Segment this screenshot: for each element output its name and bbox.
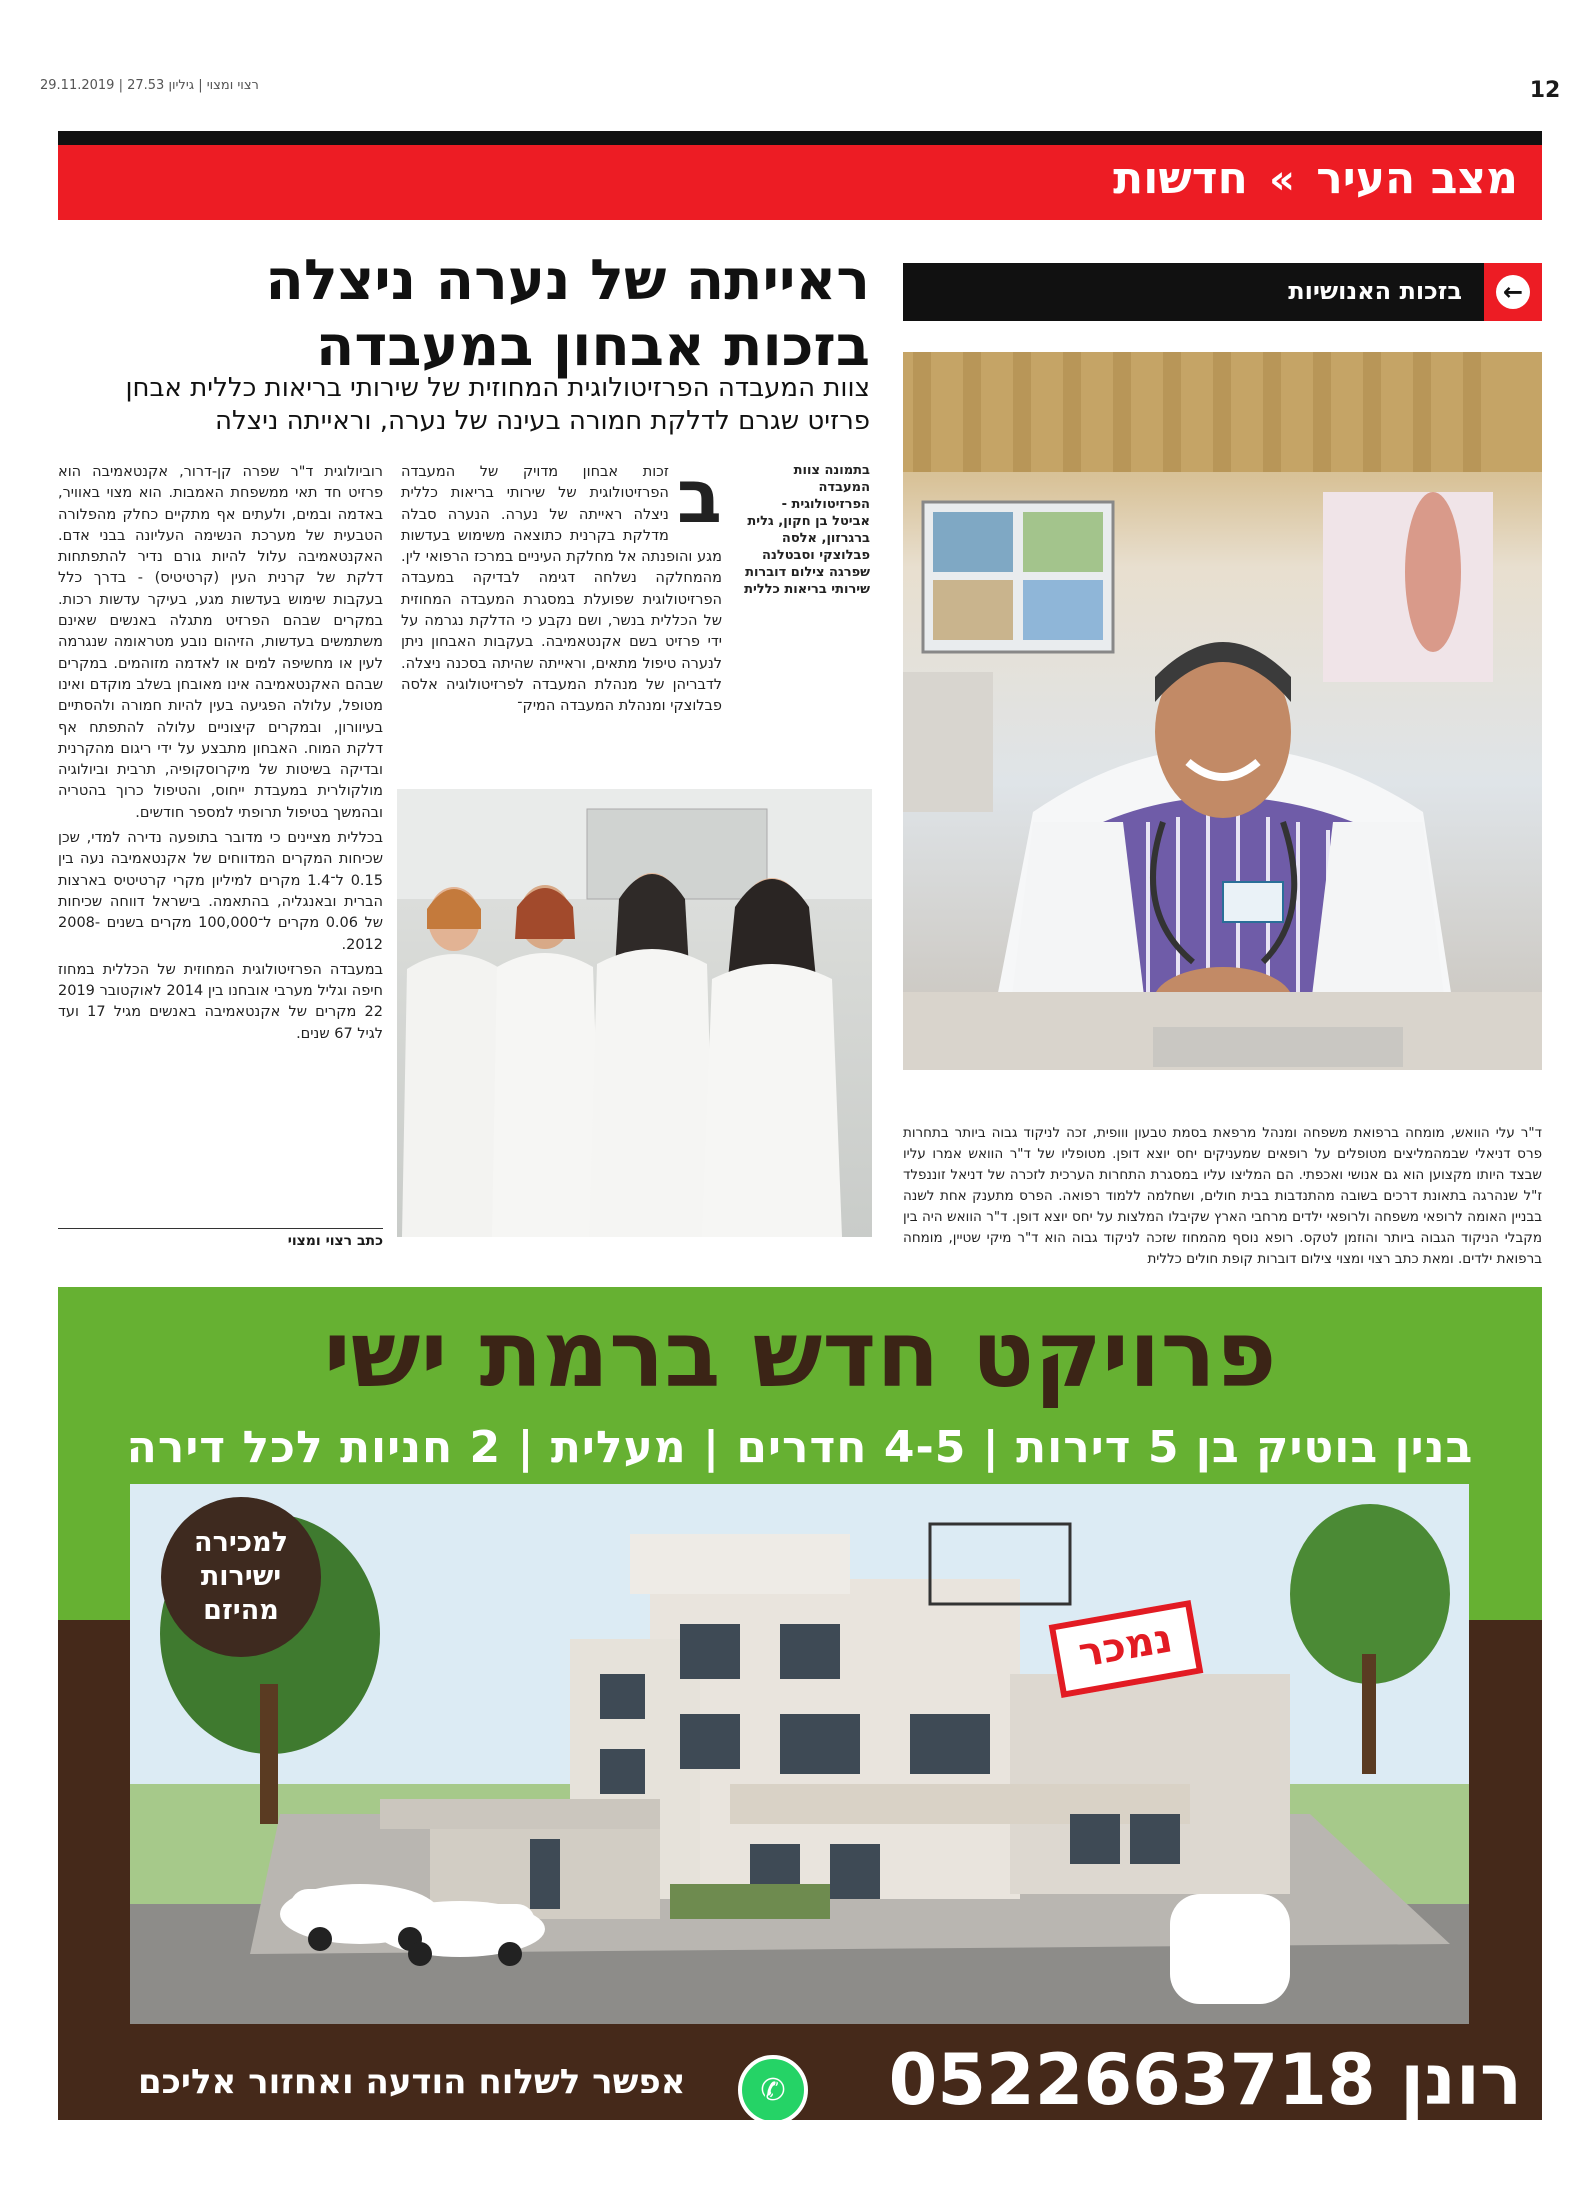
banner-section-a: מצב העיר: [1316, 153, 1518, 204]
building-render: [130, 1484, 1469, 2024]
ad-phone-number[interactable]: רונן 0522663718: [888, 2039, 1522, 2120]
chevron-icon: »: [1269, 157, 1295, 203]
badge-line-1: למכירה: [194, 1527, 288, 1558]
article-paragraph: במעבדה הפרזיטולוגית המחוזית של הכללית במחוז חיפה וגליל מערבי אובחנו בין 2014 לאוקטובר 2019 22 מקרים של אקנטאמיבה באנשים מגיל 17 ועד לגיל 67 שנים.: [58, 961, 383, 1042]
article-column-1-text: זכות אבחון מדויק של המעבדה הפרזיטולוגית של שירותי בריאות כללית ניצלה ראייתה של נערה. הנערה סבלה מדלקת בקרנית כתוצאה משימוש בעדשות מגע והופנתה אל מחלקת העיניים במרכז הרפואי לין. מהמחלקה נשלחה דגימה לבדיקה במעבדה הפרזיטולוגית שפועלת במסגרת המעבדה המחוזית של הכללית בנשר, ושם נקבע כי הדלקת נגרמה על ידי פרזיט בשם אקנטאמיבה. בעקבות האבחון ניתן לנערה טיפול מתאים, וראייתה שהיתה בסכנה ניצלה. לדבריהן של מנהלת המעבדה לפרזיטולוגיה אלסה פבלוצקי ומנהלת המעבדה המיק־: [401, 464, 722, 715]
humanity-section-title: בזכות האנושיות: [1288, 277, 1462, 305]
ad-subtitle: בנין בוטיק בן 5 דירות | 4-5 חדרים | מעלית | 2 חניות לכל דירה: [126, 1422, 1474, 1473]
arrow-left-icon: ←: [1496, 275, 1530, 309]
badge-line-2: ישירות: [200, 1561, 282, 1592]
dropcap: ב: [676, 454, 722, 540]
article-paragraph: רוביולוגית ד"ר שפרה קן-דרור, אקנטאמיבה הוא פרזיט חד תאי ממשפחת האמבות. הוא מצוי באוויר, באדמה ובמים, ולעתים אף מתקיים כחלק מהפלורה הטבעית של מערכת הנשימה העליונה בבני אדם. האקנטאמיבה עלול להיות גורם נדיר להתפתחות דלקת של קרנית העין (קרטיטיס) - בדרך כלל בעקבות שימוש בעדשות מגע, בעיקר עדשות רכות. במקרים שבהם הפרזיט מתגלה באנשים שאינם משתמשים בעדשות, הזיהום נובע מטראומה שנגרמה לעין או מחשיפה למים או לאדמה מזוהמים. במקרים שבהם האקנטאמיבה אינו מאובחן בשלב מוקדם ואינו מטופל, עלולה הפגיעה בעין להיות חמורה ולהסתיים בעיוורון, ובמקרים קיצוניים עלולה להתפתח אף דלקת המוח. האבחון מתבצע על ידי ריגום מהקרנית ובדיקה בשיטות של מיקרוסקופיה, תרבית וביולוגיה מולקולרית במעבדת ייחוס, והטיפול כרוך בהטריה ובהמשך בטיפול תרופתי למספר חודשים.: [58, 464, 383, 821]
article-paragraph: בכללית מציינים כי מדובר בתופעה נדירה למדי, שכן שכיחות המקרים המדווחים של אקנטאמיבה נעה בין 0.15 ל־1.4 מקרים למיליון מקרי קרטיטיס בארצות הברית ובאנגליה, בהתאמה. בישראל דווחה שכיחות של 0.06 מקרים ל־100,000 מקרים בשנים 2008-2012.: [58, 830, 383, 953]
lab-photo-caption: בתמונה צוות המעבדה הפרזיטולוגית - אביטל בן חקון, גלית ברגרזון, אלסה פבלוצקי וסבטלנה שפרגה צילום דוברות שירותי בריאות כללית: [744, 463, 870, 597]
whatsapp-text: אפשר לשלוח הודעה ואחזור אליכם: [138, 2062, 686, 2102]
arrow-box: [1484, 263, 1542, 321]
doctor-photo-caption: ד"ר עלי הוואש, מומחה ברפואת משפחה ומנהל מרפאת בסמת טבעון ווופית, זכה לניקוד גבוה ביותר בתחרות פרס דניאלי שבמהמליצים מטופלים על רופאים שמעניקים יחס יוצא דופן. מטופליו של ד"ר הוואש אמרו עליו שבצד היותו מקצוען הוא גם אנושי ואכפתי. הם המליצו עליו במסגרת התחרות הערכית לזכרה של דניאל זוננפלד ז"ל שנהרגה בתאונת דרכים בשובה מהתנדבות בבית חולים, ושחלמה ללמוד רפואה. הפרס מתענק אחת לשנה בבניין האומה לרופאי משפחה ולרופאי ילדים מרחבי הארץ שקיבלו המלצות על יחס יוצא דופן. ד"ר הוואש היה בין מקבלי הניקוד הגבוה ביותר והוזמן לטקס. רופא נוסף מהמחוז שזכה לניקוד גבוה הוא ד"ר מיקי שטיין, מומחה ברפואת ילדים. ומאת כתב רצוי ומצוי צילום דוברות קופת חולים כללית: [903, 1125, 1542, 1267]
article-subhead: צוות המעבדה הפרזיטולוגית המחוזית של שירותי בריאות כללית אבחן פרזיט שגרם לדלקת חמורה בעינה של נערה, וראייתה ניצלה: [125, 373, 870, 436]
direct-sale-badge: [161, 1497, 321, 1657]
banner-section-b: חדשות: [1113, 153, 1248, 204]
article-byline: כתב רצוי ומצוי: [58, 1228, 383, 1249]
lab-team-photo: [397, 789, 872, 1237]
headline-line-2: בזכות אבחון במעבדה: [315, 314, 870, 379]
doctor-photo: [903, 352, 1542, 1070]
whatsapp-icon[interactable]: ✆: [738, 2055, 808, 2120]
article-column-2: [58, 462, 383, 1045]
badge-line-3: מהיזם: [203, 1595, 279, 1626]
headline-line-1: ראייתה של נערה ניצלה: [265, 248, 870, 313]
article-headline: [70, 248, 870, 380]
section-banner: [58, 145, 1542, 220]
humanity-section-header: [903, 263, 1542, 321]
real-estate-ad: [58, 1287, 1542, 2120]
article-column-1: [401, 454, 722, 718]
sold-stamp: נמכר: [1049, 1600, 1204, 1698]
banner-topbar: [58, 131, 1542, 145]
issue-info: רצוי ומצוי | גיליון 27.53 | 29.11.2019: [40, 78, 259, 93]
banner-label: [1113, 153, 1518, 204]
page-number: 12: [1529, 78, 1561, 103]
ad-title: פרויקט חדש ברמת ישי: [323, 1301, 1277, 1408]
